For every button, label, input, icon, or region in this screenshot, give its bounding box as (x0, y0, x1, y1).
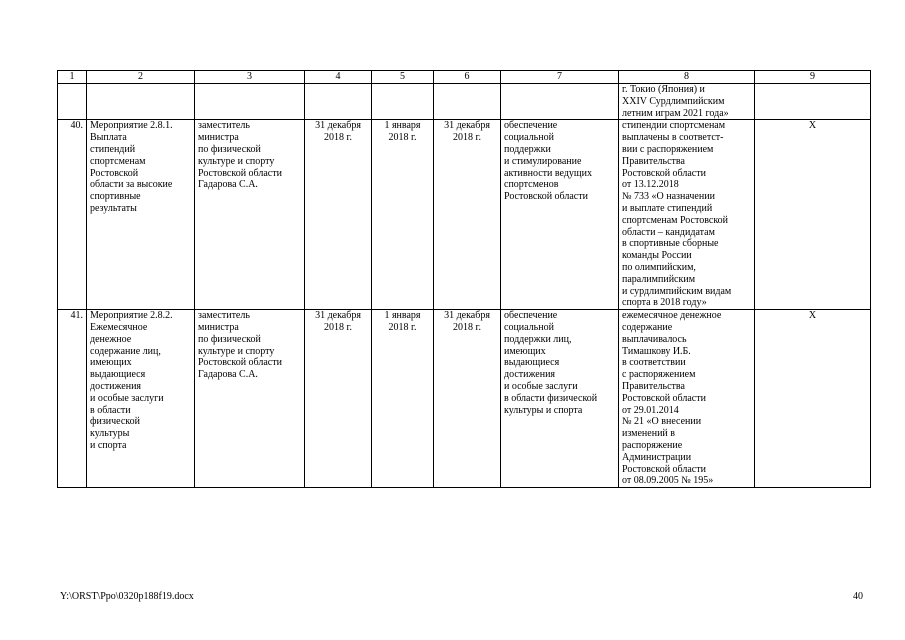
end-date-cell: 31 декабря 2018 г. (434, 310, 501, 488)
event-cell (87, 84, 195, 120)
start-date-cell: 1 января 2018 г. (372, 310, 434, 488)
row-number-cell: 40. (58, 120, 87, 310)
end-date-cell (434, 84, 501, 120)
column-9-cell: Х (755, 120, 871, 310)
page-number: 40 (853, 591, 863, 602)
responsible-cell: заместитель министра по физической культуре и спорту Ростовской области Гадарова С.А. (195, 310, 305, 488)
responsible-cell: заместитель министра по физической культуре и спорту Ростовской области Гадарова С.А. (195, 120, 305, 310)
expected-result-cell: обеспечение социальной поддержки лиц, имеющих выдающиеся достижения и особые заслуги в области физической культуры и спорта (501, 310, 619, 488)
actual-result-cell: стипендии спортсменам выплачены в соответст- вии с распоряжением Правительства Ростовской области от 13.12.2018 № 733 «О назначении и выплате стипендий спортсменам Ростовской области – кандидатам в спортивные сборные команды России по олимпийским, паралимпийским и сурдлимпийским видам спорта в 2018 году» (619, 120, 755, 310)
report-table (57, 70, 871, 488)
column-9-cell (755, 84, 871, 120)
event-cell: Мероприятие 2.8.2. Ежемесячное денежное содержание лиц, имеющих выдающиеся достижения и особые заслуги в области физической культуры и спорта (87, 310, 195, 488)
column-number: 2 (87, 71, 195, 84)
start-date-cell: 1 января 2018 г. (372, 120, 434, 310)
deadline-cell: 31 декабря 2018 г. (305, 120, 372, 310)
start-date-cell (372, 84, 434, 120)
deadline-cell (305, 84, 372, 120)
column-number: 9 (755, 71, 871, 84)
end-date-cell: 31 декабря 2018 г. (434, 120, 501, 310)
row-number-cell: 41. (58, 310, 87, 488)
actual-result-cell: ежемесячное денежное содержание выплачивалось Тимашкову И.Б. в соответствии с распоряжением Правительства Ростовской области от 29.01.2014 № 21 «О внесении изменений в распоряжение Администрации Ростовской области от 08.09.2005 № 195» (619, 310, 755, 488)
table-row (58, 310, 871, 488)
expected-result-cell: обеспечение социальной поддержки и стимулирование активности ведущих спортсменов Ростовской области (501, 120, 619, 310)
file-path: Y:\ORST\Ppo\0320p188f19.docx (60, 591, 194, 602)
column-number: 3 (195, 71, 305, 84)
continuation-row (58, 84, 871, 120)
column-number: 7 (501, 71, 619, 84)
row-number-cell (58, 84, 87, 120)
expected-result-cell (501, 84, 619, 120)
table-row (58, 120, 871, 310)
column-number-row (58, 71, 871, 84)
column-number: 1 (58, 71, 87, 84)
event-cell: Мероприятие 2.8.1. Выплата стипендий спортсменам Ростовской области за высокие спортивные результаты (87, 120, 195, 310)
column-number: 6 (434, 71, 501, 84)
column-9-cell: Х (755, 310, 871, 488)
column-number: 4 (305, 71, 372, 84)
column-number: 5 (372, 71, 434, 84)
column-number: 8 (619, 71, 755, 84)
responsible-cell (195, 84, 305, 120)
deadline-cell: 31 декабря 2018 г. (305, 310, 372, 488)
actual-result-cell: г. Токио (Япония) и XXIV Сурдлимпийским летним играм 2021 года» (619, 84, 755, 120)
